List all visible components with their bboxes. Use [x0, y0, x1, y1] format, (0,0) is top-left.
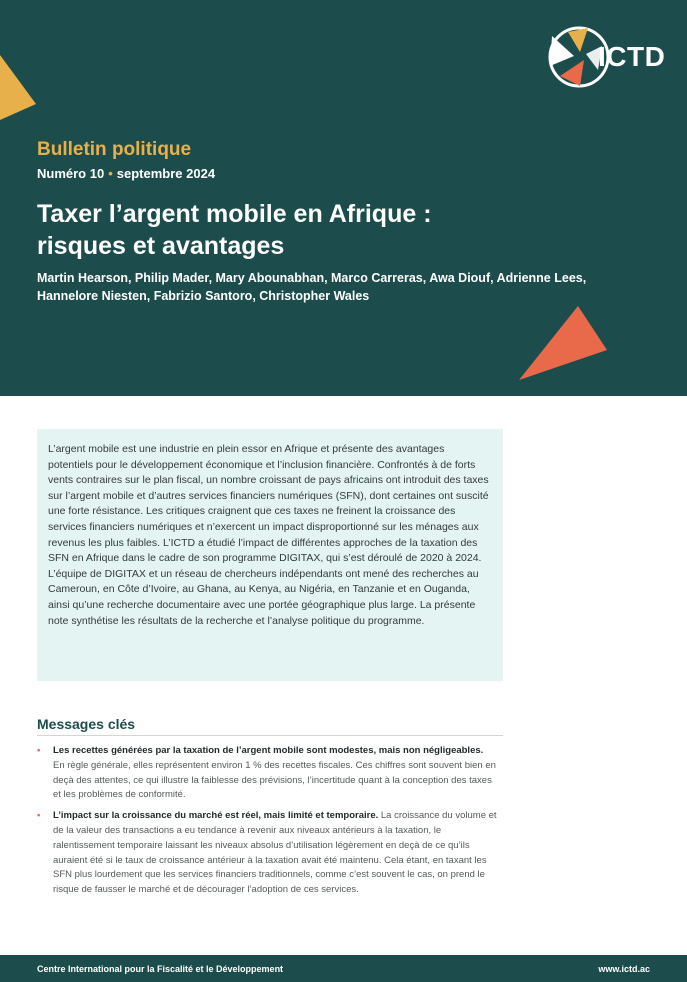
footer-url-link[interactable]: www.ictd.ac	[598, 964, 650, 974]
bullet-icon: •	[37, 745, 41, 756]
section-divider	[37, 735, 503, 736]
message-lead: Les recettes générées par la taxation de l’argent mobile sont modestes, mais non négligeables.	[53, 745, 484, 756]
series-label: Bulletin politique	[37, 139, 192, 160]
title-line-2: risques et avantages	[37, 232, 285, 260]
list-item	[37, 744, 497, 803]
title-line-1: Taxer l’argent mobile en Afrique :	[37, 200, 432, 228]
page-title	[37, 198, 597, 262]
bullet-icon: •	[37, 810, 41, 822]
message-lead: L’impact sur la croissance du marché est réel, mais limité et temporaire.	[53, 810, 379, 822]
coral-triangle-shape	[519, 306, 607, 380]
author-list: Martin Hearson, Philip Mader, Mary Abounabhan, Marco Carreras, Awa Diouf, Adrienne Lees, Hannelore Niesten, Fabrizio Santoro, Christopher Wales	[37, 271, 587, 303]
issue-date: septembre 2024	[116, 166, 216, 181]
message-body: La croissance du volume et de la valeur des transactions a eu tendance à revenir aux niveaux antérieurs à la taxation, le ralentissement temporaire laissant les niveaux absolus d’utilisation légèrement en deçà de ce qu’ils auraient été si le taux de croissance antérieur à la taxation avait été maintenu. Cela étant, en taxant les SFN plus lourdement que les services financiers traditionnels, comme c’est souvent le cas, on prend le risque de fausser le marché et de décourager l’adoption de ces services.	[53, 810, 497, 896]
issue-number: Numéro 10	[37, 166, 105, 181]
list-item	[37, 809, 497, 898]
footer-org: Centre International pour la Fiscalité et le Développement	[37, 964, 284, 974]
cover-banner	[0, 0, 687, 396]
message-body: En règle générale, elles représentent environ 1 % des recettes fiscales. Ces chiffres sont souvent bien en deçà des attentes, ce qui illustre la faiblesse des prévisions, l’incertitude quant à la conception des taxes et les problèmes de conformité.	[53, 759, 496, 801]
page-footer	[0, 955, 687, 982]
issue-separator: •	[108, 166, 113, 181]
summary-box: L’argent mobile est une industrie en plein essor en Afrique et présente des avantages potentiels pour le développement économique et l’inclusion financière. Confrontés à de forts vents contraires sur le plan fiscal, un nombre croissant de pays africains ont introduit des taxes sur l’argent mobile et d’autres services financiers numériques (SFN), dont certaines ont suscité une forte résistance. Les critiques craignent que ces taxes ne freinent la croissance des services financiers numériques et n’exercent un impact disproportionné sur les ménages aux revenus les plus faibles. L’ICTD a étudié l’impact de différentes approches de la taxation des SFN en Afrique dans le cadre de son programme DIGITAX, qui s’est déroulé de 2020 à 2024. L’équipe de DIGITAX et un réseau de chercheurs indépendants ont mené des recherches au Cameroun, en Côte d’Ivoire, au Ghana, au Kenya, au Nigéria, en Tanzanie et en Ouganda, ainsi qu’une recherche documentaire avec une portée géographique plus large. La présente note synthétise les résultats de la recherche et l’analyse politique du programme.	[37, 429, 503, 681]
gold-triangle-shape	[0, 55, 36, 120]
logo-wordmark: ICTD	[598, 41, 666, 72]
issue-line	[37, 166, 215, 181]
key-messages-heading: Messages clés	[37, 716, 136, 732]
key-messages-list	[37, 744, 497, 904]
